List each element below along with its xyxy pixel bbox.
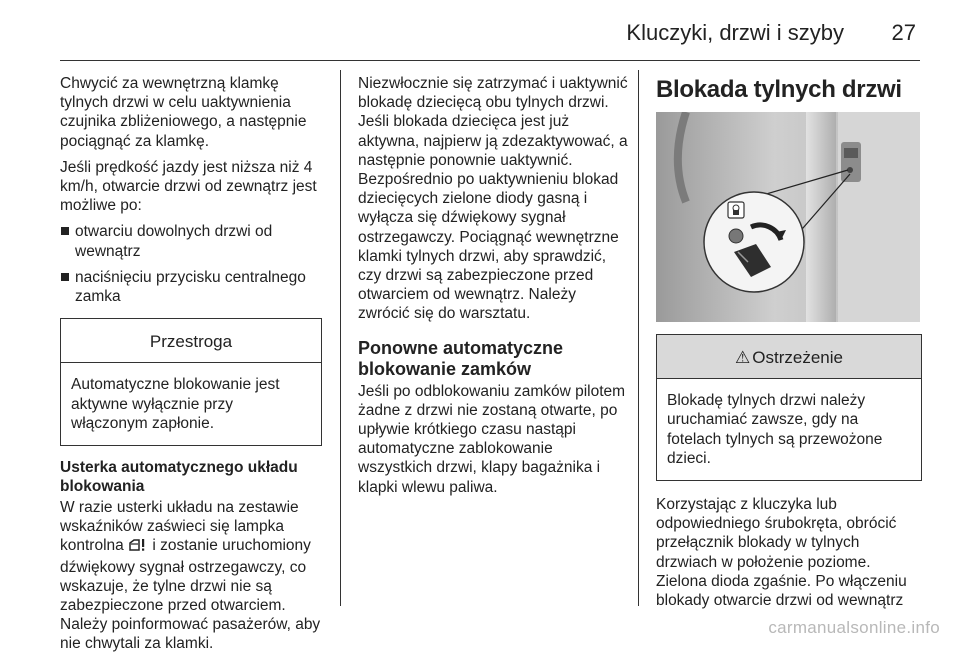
warning-body: Blokadę tylnych drzwi należy uruchamiać zawsze, gdy na fotelach tylnych są przewożone dzieci. [667,392,883,467]
warning-header [657,335,921,379]
bullet-list [60,222,322,306]
column-divider-1 [340,70,341,606]
column-3 [656,70,922,617]
paragraph: Chwycić za wewnętrzną klamkę tylnych drzwi w celu uaktywnienia czujnika zbliżeniowego, a następnie pociągnąć za klamkę. [60,75,307,150]
header-rule [60,60,920,61]
paragraph: Niezwłocznie się zatrzymać i uaktywnić blokadę dziecięcą obu tylnych drzwi. Jeśli blokada dziecięca jest już aktywna, najpierw ją zdezaktywować, a następnie ponownie uaktywnić. Bezpośrednio po uaktywnieniu blokad dziecięcych zielone diody gasną i wyłącza się dźwiękowy sygnał ostrzegawczy. Pociągnąć wewnętrzne klamki tylnych drzwi, aby sprawdzić, czy drzwi są zabezpieczone przed otwarciem od wewnątrz. Należy zwrócić się do warsztatu. [358,75,628,323]
paragraph: Jeśli prędkość jazdy jest niższa niż 4 km/h, otwarcie drzwi od zewnątrz jest możliwe po: [60,158,317,215]
fault-paragraph: W razie usterki układu na zestawie wskaźników zaświeci się lampka kontrolna i zostanie uruchomiony dźwiękowy sygnał ostrzegawczy, co wskazuje, że tylne drzwi nie są zabezpieczone przed otwarciem. Należy poinformować pasażerów, aby nie chwytali za klamki. [60,499,321,653]
column-divider-2 [638,70,639,606]
page-number: 27 [891,20,916,45]
warning-title: Ostrzeżenie [752,348,843,367]
section-title: Blokada tylnych drzwi [656,76,902,103]
caution-box [60,318,322,446]
bullet-square-icon [61,273,69,281]
column-1 [60,74,322,661]
paragraph: Korzystając z kluczyka lub odpowiedniego śrubokręta, obrócić przełącznik blokady w tylnych drzwiach w położenie poziome. Zielona dioda zgaśnie. Po włączeniu blokady otwarcie drzwi od wewnątrz [656,496,907,610]
door-warning-icon [128,538,148,557]
section-heading: Ponowne automatyczne blokowanie zamków [358,337,564,379]
header-title: Kluczyki, drzwi i szyby [626,20,844,45]
fault-heading: Usterka automatycznego układu blokowania [60,459,298,496]
list-item: otwarciu dowolnych drzwi od wewnątrz [60,222,322,260]
paragraph: Jeśli po odblokowaniu zamków pilotem żadne z drzwi nie zostaną otwarte, po upływie krótkiego czasu nastąpi automatyczne zablokowanie wszystkich drzwi, klapy bagażnika i klapki wlewu paliwa. [358,382,626,496]
warning-box [656,334,922,481]
page-header [0,0,960,64]
caution-title: Przestroga [61,319,321,363]
warning-triangle-icon: ⚠ [735,348,751,367]
list-item: naciśnięciu przycisku centralnego zamka [60,268,322,306]
watermark: carmanualsonline.info [768,618,940,637]
bullet-square-icon [61,227,69,235]
column-2 [358,74,628,504]
child-lock-photo [656,112,920,322]
caution-body: Automatyczne blokowanie jest aktywne wyłącznie przy włączonym zapłonie. [71,376,280,432]
